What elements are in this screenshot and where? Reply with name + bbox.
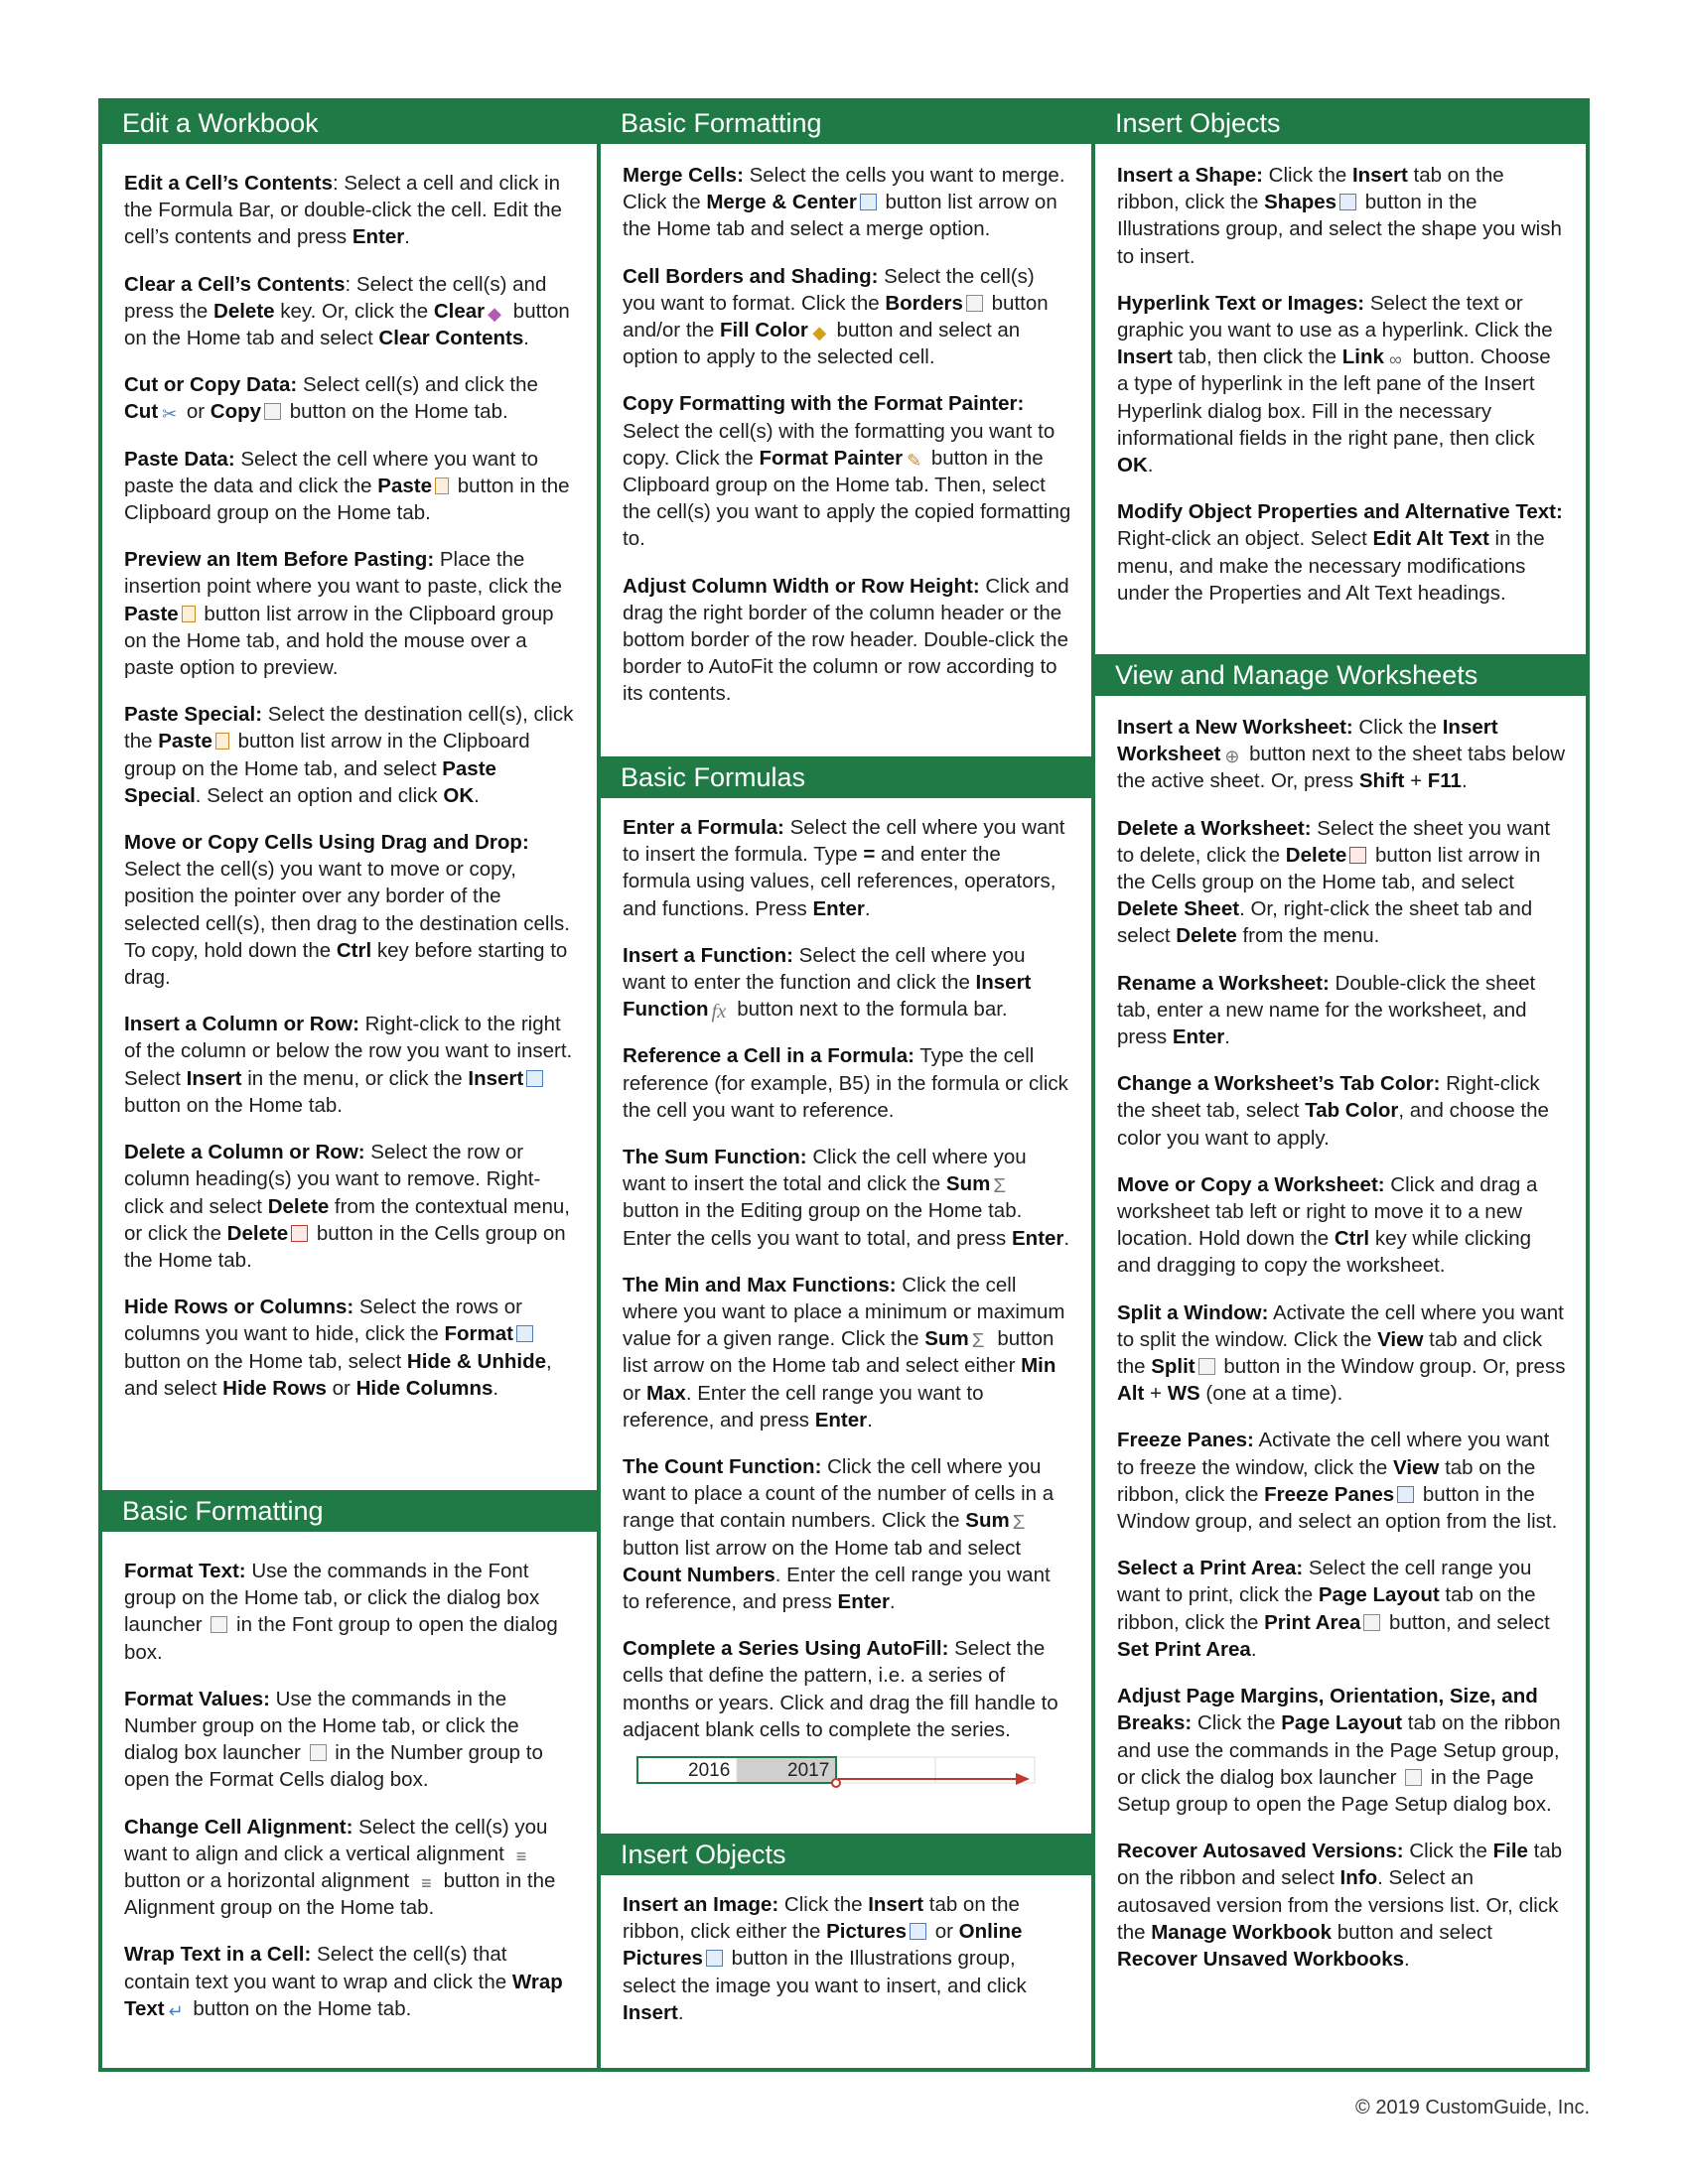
tip-move-copy-worksheet: Move or Copy a Worksheet: Click and drag a worksheet tab left or right to move it to a new location. Hold down the Ctrl key while clicking and dragging to copy the worksheet. — [1117, 1172, 1538, 1278]
tip-print-area: Select a Print Area: Select the cell range you want to print, click the Page Layout tab on the ribbon, click the Print Area button, and select Set Print Area. — [1117, 1557, 1550, 1661]
scissors-icon: ✂ — [162, 404, 178, 425]
tip-cut-copy: Cut or Copy Data: Select cell(s) and click the Cut ✂ or Copy button on the Home tab. — [124, 373, 538, 425]
tip-insert-column-row: Insert a Column or Row: Right-click to the right of the column or below the row you want to insert. Select Insert in the menu, or click the Insert button on the Home tab. — [124, 1013, 573, 1117]
section-header-view-manage-worksheets: View and Manage Worksheets — [1095, 654, 1586, 696]
sum-icon: Σ — [971, 1329, 985, 1353]
cheat-sheet-frame — [98, 98, 1590, 2072]
dialog-launcher-icon — [1405, 1769, 1422, 1786]
borders-icon — [966, 295, 983, 312]
sum-icon: Σ — [993, 1174, 1007, 1198]
tip-wrap-text: Wrap Text in a Cell: Select the cell(s) that contain text you want to wrap and click the Wrap Text ↵ button on the Home tab. — [124, 1943, 563, 2021]
autofill-cell-2017: 2017 — [787, 1760, 830, 1782]
shapes-icon — [1339, 194, 1356, 210]
tip-alt-text: Modify Object Properties and Alternative Text: Right-click an object. Select Edit Alt Text in the menu, and make the necessary modifications under the Properties and Alt Text headings. — [1117, 500, 1563, 605]
section-header-edit-workbook: Edit a Workbook — [102, 102, 597, 144]
section-header-insert-objects: Insert Objects — [1095, 102, 1586, 144]
edit-workbook-block — [102, 170, 597, 1422]
link-icon: ∞ — [1389, 349, 1402, 370]
column-1 — [102, 102, 597, 2068]
format-icon — [516, 1325, 533, 1342]
split-icon — [1198, 1358, 1215, 1375]
tip-merge-cells: Merge Cells: Select the cells you want to merge. Click the Merge & Center button list arrow on the Home tab and select a merge option. — [623, 164, 1065, 241]
merge-center-icon — [860, 194, 877, 210]
tip-drag-drop: Move or Copy Cells Using Drag and Drop: Select the cell(s) you want to move or copy, position the pointer over any border of the selected cell(s), then drag to the destination cells. To copy, hold down the Ctrl key before starting to drag. — [124, 831, 570, 990]
tip-freeze-panes: Freeze Panes: Activate the cell where you want to freeze the window, click the View tab on the ribbon, click the Freeze Panes button in the Window group, and select an option from the list. — [1117, 1429, 1558, 1534]
tip-delete-column-row: Delete a Column or Row: Select the row or column heading(s) you want to remove. Right-click and select Delete from the contextual menu, or click the Delete button in the Cells group on the Home tab. — [124, 1141, 570, 1272]
tip-reference-cell: Reference a Cell in a Formula: Type the cell reference (for example, B5) in the formula or click the cell you want to reference. — [623, 1044, 1068, 1122]
tip-hide-rows-columns: Hide Rows or Columns: Select the rows or columns you want to hide, click the Format button on the Home tab, select Hide & Unhide, and select Hide Rows or Hide Columns. — [124, 1296, 552, 1400]
insert-objects-block — [1095, 162, 1586, 626]
tip-preview-paste: Preview an Item Before Pasting: Place the insertion point where you want to paste, click the Paste button list arrow in the Clipboard group on the Home tab, and hold the mouse over a paste option to preview. — [124, 548, 562, 680]
paste-icon — [215, 733, 229, 750]
insert-objects-block-2 — [601, 1891, 1091, 2046]
tip-format-painter: Copy Formatting with the Format Painter: Select the cell(s) with the formatting you want to copy. Click the Format Painter ✎ button in the Clipboard group on the Home tab. Then, select the cell(s) you want to apply the copied formatting to. — [623, 392, 1071, 551]
tip-page-margins: Adjust Page Margins, Orientation, Size, and Breaks: Click the Page Layout tab on the ribbon and use the commands in the Page Setup group, or click the dialog box launcher in the Page Setup group to open the Page Setup dialog box. — [1117, 1685, 1561, 1816]
delete-cells-icon — [1349, 847, 1366, 864]
section-header-basic-formulas: Basic Formulas — [601, 756, 1091, 798]
tip-sum-function: The Sum Function: Click the cell where you want to insert the total and click the Sum Σ button in the Editing group on the Home tab. Enter the cells you want to total, and press Enter. — [623, 1146, 1070, 1250]
eraser-icon: ◆ — [488, 303, 501, 324]
tip-paste-data: Paste Data: Select the cell where you want to paste the data and click the Paste button in the Clipboard group on the Home tab. — [124, 447, 570, 525]
column-2 — [597, 102, 1091, 2068]
tip-clear-cell: Clear a Cell’s Contents: Select the cell(s) and press the Delete key. Or, click the Clear ◆ button on the Home tab and select Clear Contents. — [124, 272, 570, 350]
print-area-icon — [1363, 1614, 1380, 1631]
tip-insert-function: Insert a Function: Select the cell where you want to enter the function and click the Insert Function fx button next to the formula bar. — [623, 943, 1032, 1024]
section-header-insert-objects-2: Insert Objects — [601, 1834, 1091, 1875]
tip-cell-alignment: Change Cell Alignment: Select the cell(s) you want to align and click a vertical alignment ≡ button or a horizontal alignment ≡ button in the Alignment group on the Home tab. — [124, 1815, 556, 1920]
delete-cells-icon — [291, 1225, 308, 1242]
pictures-icon — [910, 1923, 926, 1940]
section-header-basic-formatting: Basic Formatting — [102, 1490, 597, 1532]
tip-paste-special: Paste Special: Select the destination cell(s), click the Paste button list arrow in the Clipboard group on the Home tab, and select Paste Special. Select an option and click OK. — [124, 703, 574, 807]
paste-icon — [435, 478, 449, 494]
tip-borders-shading: Cell Borders and Shading: Select the cell(s) you want to format. Click the Borders button and/or the Fill Color ◆ button and select an option to apply to the selected cell. — [623, 264, 1049, 369]
tip-format-values: Format Values: Use the commands in the Number group on the Home tab, or click the dialog box launcher in the Number group to open the Format Cells dialog box. — [124, 1687, 543, 1792]
vertical-align-icon: ≡ — [515, 1845, 527, 1866]
copy-icon — [264, 403, 281, 420]
tip-edit-cell: Edit a Cell’s Contents: Select a cell and click in the Formula Bar, or double-click the cell. Edit the cell’s contents and press Enter. — [124, 172, 562, 249]
online-pictures-icon — [706, 1950, 723, 1967]
tip-insert-image: Insert an Image: Click the Insert tab on the ribbon, click either the Pictures or Online Pictures button in the Illustrations group, select the image you want to insert, and click Insert. — [623, 1893, 1027, 2024]
view-manage-block — [1095, 714, 1586, 1992]
copyright-footer: © 2019 CustomGuide, Inc. — [1355, 2097, 1590, 2118]
tip-hyperlink: Hyperlink Text or Images: Select the text or graphic you want to use as a hyperlink. Click the Insert tab, then click the Link ∞ button. Choose a type of hyperlink in the left pane of the Insert Hyperlink dialog box. Fill in the necessary informational fields in the right pane, then click OK. — [1117, 291, 1553, 478]
horizontal-align-icon: ≡ — [421, 1873, 432, 1894]
tip-split-window: Split a Window: Activate the cell where you want to split the window. Click the View tab and click the Split button in the Window group. Or, press Alt + WS (one at a time). — [1117, 1300, 1566, 1406]
tip-min-max: The Min and Max Functions: Click the cell where you want to place a minimum or maximum value for a given range. Click the Sum Σ button list arrow on the Home tab and select either Min or Max. Enter the cell range you want to reference, and press Enter. — [623, 1273, 1065, 1432]
tip-enter-formula: Enter a Formula: Select the cell where you want to insert the formula. Type = and enter the formula using values, cell references, operators, and functions. Press Enter. — [623, 816, 1065, 920]
tip-insert-shape: Insert a Shape: Click the Insert tab on the ribbon, click the Shapes button in the Illustrations group, and select the shape you wish to insert. — [1117, 164, 1562, 268]
tip-column-width: Adjust Column Width or Row Height: Click and drag the right border of the column header or the bottom border of the row header. Double-click the border to AutoFit the column or row according to its contents. — [623, 574, 1069, 706]
format-painter-icon: ✎ — [907, 450, 922, 471]
tip-tab-color: Change a Worksheet’s Tab Color: Right-click the sheet tab, select Tab Color, and choose the color you want to apply. — [1117, 1072, 1549, 1150]
sum-icon: Σ — [1012, 1511, 1026, 1535]
add-sheet-icon: ⊕ — [1224, 747, 1240, 767]
dialog-launcher-icon — [211, 1616, 227, 1633]
fill-color-icon: ◆ — [812, 323, 827, 343]
autofill-illustration — [623, 1751, 1071, 1791]
basic-formatting-block-1 — [102, 1558, 597, 2042]
autofill-cell-2016: 2016 — [688, 1760, 731, 1782]
tip-count-function: The Count Function: Click the cell where you want to place a count of the number of cells in a range that contain numbers. Click the Sum Σ button list arrow on the Home tab and select Count Numbers. Enter the cell range you want to reference, and press Enter. — [623, 1455, 1055, 1614]
tip-rename-worksheet: Rename a Worksheet: Double-click the sheet tab, enter a new name for the worksheet, and press Enter. — [1117, 971, 1536, 1049]
fx-icon: fx — [711, 1001, 727, 1024]
column-3 — [1091, 102, 1586, 2068]
tip-autofill: Complete a Series Using AutoFill: Select the cells that define the pattern, i.e. a series of months or years. Click and drag the fill handle to adjacent blank cells to complete the series. — [623, 1637, 1058, 1741]
tip-format-text: Format Text: Use the commands in the Font group on the Home tab, or click the dialog box launcher in the Font group to open the dialog box. — [124, 1560, 558, 1664]
basic-formulas-block — [601, 814, 1091, 1809]
wrap-text-icon: ↵ — [168, 2000, 184, 2021]
basic-formatting-block-2 — [601, 162, 1091, 728]
dialog-launcher-icon — [310, 1744, 327, 1761]
tip-recover-autosaved: Recover Autosaved Versions: Click the File tab on the ribbon and select Info. Select an autosaved version from the versions list. Or, click the Manage Workbook button and select Recover Unsaved Workbooks. — [1117, 1840, 1563, 1971]
section-header-basic-formatting-2: Basic Formatting — [601, 102, 1091, 144]
freeze-panes-icon — [1397, 1486, 1414, 1503]
tip-delete-worksheet: Delete a Worksheet: Select the sheet you want to delete, click the Delete button list arrow in the Cells group on the Home tab, and select Delete Sheet. Or, right-click the sheet tab and select Delete from the menu. — [1117, 816, 1551, 948]
tip-insert-worksheet: Insert a New Worksheet: Click the Insert Worksheet ⊕ button next to the sheet tabs below the active sheet. Or, press Shift + F11. — [1117, 716, 1566, 793]
insert-cells-icon — [526, 1070, 543, 1087]
paste-icon — [182, 606, 196, 622]
